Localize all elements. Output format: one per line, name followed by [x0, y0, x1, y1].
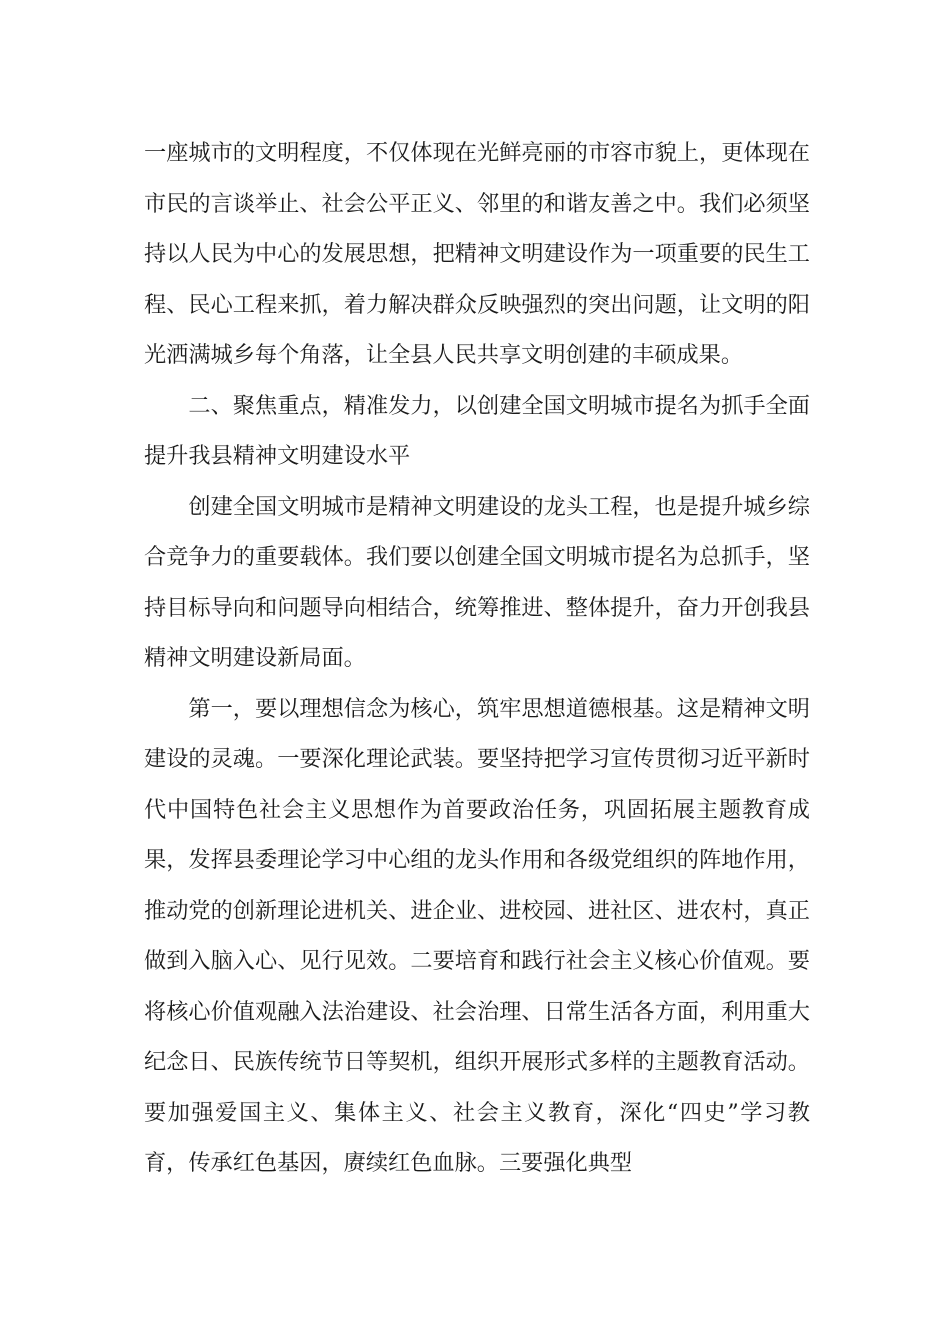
section-heading: 二、聚焦重点，精准发力，以创建全国文明城市提名为抓手全面提升我县精神文明建设水平 [144, 392, 810, 469]
body-paragraph: 一座城市的文明程度，不仅体现在光鲜亮丽的市容市貌上，更体现在市民的言谈举止、社会公平正义、邻里的和谐友善之中。我们必须坚持以人民为中心的发展思想，把精神文明建设作为一项重要的民生工程、民心工程来抓，着力解决群众反映强烈的突出问题，让文明的阳光洒满城乡每个角落，让全县人民共享文明创建的丰硕成果。 [144, 140, 810, 368]
body-paragraph: 第一，要以理想信念为核心，筑牢思想道德根基。这是精神文明建设的灵魂。一要深化理论武装。要坚持把学习宣传贯彻习近平新时代中国特色社会主义思想作为首要政治任务，巩固拓展主题教育成果，发挥县委理论学习中心组的龙头作用和各级党组织的阵地作用，推动党的创新理论进机关、进企业、进校园、进社区、进农村，真正做到入脑入心、见行见效。二要培育和践行社会主义核心价值观。要将核心价值观融入法治建设、社会治理、日常生活各方面，利用重大纪念日、民族传统节日等契机，组织开展形式多样的主题教育活动。要加强爱国主义、集体主义、社会主义教育，深化“四史”学习教育，传承红色基因，赓续红色血脉。三要强化典型 [144, 695, 810, 1176]
document-body [144, 128, 810, 1189]
body-paragraph: 创建全国文明城市是精神文明建设的龙头工程，也是提升城乡综合竞争力的重要载体。我们要以创建全国文明城市提名为总抓手，坚持目标导向和问题导向相结合，统筹推进、整体提升，奋力开创我县精神文明建设新局面。 [144, 493, 810, 671]
